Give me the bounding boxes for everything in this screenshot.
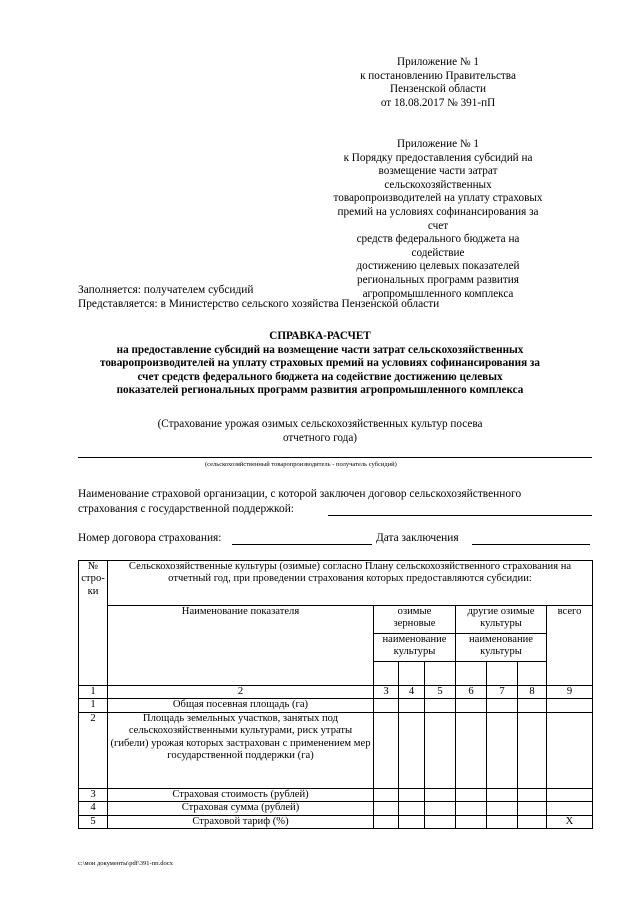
col-number: 4 [399, 686, 425, 699]
column-numbers-row [79, 686, 593, 699]
insurer-label-line1: Наименование страховой организации, с которой заключен договор сельскохозяйственного [78, 488, 522, 500]
col-number: 5 [425, 686, 456, 699]
col-number: 9 [547, 686, 593, 699]
header-group-text: Сельскохозяйственные культуры (озимые) согласно Плану сельскохозяйственного страхования на отчетный год, при проведении страхования которых предоставляются субсидии: [128, 561, 572, 585]
value-cell[interactable] [518, 699, 547, 712]
value-cell[interactable] [487, 712, 518, 788]
contract-number-label: Номер договора страхования: [78, 532, 222, 544]
header-total [547, 606, 593, 686]
value-cell[interactable] [399, 815, 425, 828]
value-cell[interactable] [374, 699, 399, 712]
crop-cell[interactable] [425, 662, 456, 686]
value-cell[interactable] [456, 788, 487, 801]
appendix-2-line: премий на условиях софинансирования за счет [337, 205, 539, 232]
title-main: СПРАВКА-РАСЧЕТ [269, 330, 371, 342]
row-number: 4 [79, 802, 108, 815]
row-label: Площадь земельных участков, занятых под сельскохозяйственными культурами, риск утраты (гибели) урожая которых застрахован с применением мер государственной поддержки (га) [108, 712, 374, 788]
value-cell[interactable] [425, 712, 456, 788]
value-cell[interactable] [456, 699, 487, 712]
header-winter-grain [374, 606, 456, 634]
total-cell[interactable]: Х [547, 815, 593, 828]
value-cell[interactable] [425, 802, 456, 815]
crop-cell[interactable] [399, 662, 425, 686]
row-number: 1 [79, 699, 108, 712]
value-cell[interactable] [518, 815, 547, 828]
row-number: 5 [79, 815, 108, 828]
row-number: 2 [79, 712, 108, 788]
appendix-1-block [330, 56, 546, 110]
crop-cell[interactable] [518, 662, 547, 686]
value-cell[interactable] [487, 788, 518, 801]
row-number: 3 [79, 788, 108, 801]
appendix-2-block [330, 138, 546, 301]
col-number: 1 [79, 686, 108, 699]
document-subtitle [110, 418, 530, 445]
value-cell[interactable] [374, 788, 399, 801]
title-line: счет средств федерального бюджета на содействие достижению целевых [137, 370, 503, 383]
crop-cell[interactable] [374, 662, 399, 686]
producer-line [78, 457, 592, 458]
appendix-2-line: возмещение части затрат сельскохозяйственных [378, 165, 498, 191]
contract-date-label: Дата заключения [376, 532, 459, 544]
appendix-1-line: к постановлению Правительства [360, 69, 516, 82]
value-cell[interactable] [425, 815, 456, 828]
value-cell[interactable] [399, 788, 425, 801]
value-cell[interactable] [456, 802, 487, 815]
header-row-number-text: № стро-ки [81, 561, 105, 597]
value-cell[interactable] [518, 788, 547, 801]
insurer-label-line2: страхования с государственной поддержкой: [78, 503, 294, 515]
value-cell[interactable] [487, 815, 518, 828]
contract-date-field[interactable] [472, 544, 590, 545]
header-indicator-text: Наименование показателя [181, 606, 300, 617]
header-indicator [108, 606, 374, 686]
insurer-name-field[interactable] [328, 515, 592, 516]
value-cell[interactable] [374, 815, 399, 828]
table-row [79, 815, 593, 828]
calculation-table [78, 560, 593, 829]
header-group [108, 561, 593, 606]
appendix-1-line: Пензенской области [389, 83, 486, 96]
value-cell[interactable] [518, 712, 547, 788]
table-row [79, 699, 593, 712]
col-number: 7 [487, 686, 518, 699]
col-number: 8 [518, 686, 547, 699]
row-label: Страховая сумма (рублей) [108, 802, 374, 815]
header-winter-grain-text: озимые зерновые [393, 606, 436, 630]
value-cell[interactable] [425, 788, 456, 801]
total-cell[interactable] [547, 802, 593, 815]
document-title [80, 330, 560, 398]
subtitle-line: (Страхование урожая озимых сельскохозяйственных культур посева [157, 418, 483, 430]
col-number: 3 [374, 686, 399, 699]
submitted-to: Представляется: в Министерство сельского хозяйства Пензенской области [78, 298, 440, 310]
header-row-number [79, 561, 108, 686]
crop-cell[interactable] [456, 662, 487, 686]
header-crop-name-1 [374, 634, 456, 662]
value-cell[interactable] [487, 699, 518, 712]
total-cell[interactable] [547, 788, 593, 801]
appendix-2-line: Приложение № 1 [397, 138, 479, 150]
title-line: показателей региональных программ развития агропромышленного комплекса [116, 384, 524, 397]
value-cell[interactable] [456, 815, 487, 828]
header-total-text: всего [557, 606, 582, 617]
value-cell[interactable] [374, 712, 399, 788]
appendix-2-line: к Порядку предоставления субсидий на [343, 151, 533, 164]
header-crop-name-1-text: наименование культуры [382, 634, 447, 658]
appendix-1-line: от 18.08.2017 № 391-пП [380, 96, 496, 109]
value-cell[interactable] [425, 699, 456, 712]
value-cell[interactable] [518, 802, 547, 815]
col-number: 2 [108, 686, 374, 699]
col-number: 6 [456, 686, 487, 699]
appendix-1-line: Приложение № 1 [397, 56, 479, 68]
appendix-2-line: товаропроизводителей на уплату страховых [333, 192, 543, 205]
subtitle-line: отчетного года) [282, 431, 358, 444]
title-line: товаропроизводителей на уплату страховых премий на условиях софинансирования за [99, 357, 541, 370]
value-cell[interactable] [374, 802, 399, 815]
header-crop-name-2 [456, 634, 547, 662]
value-cell[interactable] [399, 712, 425, 788]
header-other-winter-text: другие озимые культуры [467, 606, 535, 630]
row-label: Общая посевная площадь (га) [108, 699, 374, 712]
contract-number-field[interactable] [232, 544, 372, 545]
appendix-2-line: агропромышленного комплекса [362, 287, 514, 300]
row-label: Страховой тариф (%) [108, 815, 374, 828]
footer-file-path: c:\мои документы\pdf\391-пп.docx [78, 860, 173, 867]
value-cell[interactable] [399, 802, 425, 815]
appendix-2-line: региональных программ развития [357, 273, 519, 286]
title-line: на предоставление субсидий на возмещение части затрат сельскохозяйственных [116, 343, 524, 356]
producer-caption: (сельскохозяйственный товаропроизводитель - получатель субсидий) [205, 461, 397, 468]
row-label: Страховая стоимость (рублей) [108, 788, 374, 801]
appendix-2-line: средств федерального бюджета на содействие [356, 233, 520, 259]
value-cell[interactable] [487, 802, 518, 815]
total-cell[interactable] [547, 699, 593, 712]
value-cell[interactable] [456, 712, 487, 788]
table-row [79, 788, 593, 801]
header-other-winter [456, 606, 547, 634]
value-cell[interactable] [399, 699, 425, 712]
appendix-2-line: достижению целевых показателей [356, 260, 520, 273]
total-cell[interactable] [547, 712, 593, 788]
table-row [79, 802, 593, 815]
crop-cell[interactable] [487, 662, 518, 686]
table-row [79, 712, 593, 788]
filled-by: Заполняется: получателем субсидий [78, 284, 254, 296]
header-crop-name-2-text: наименование культуры [468, 634, 534, 658]
